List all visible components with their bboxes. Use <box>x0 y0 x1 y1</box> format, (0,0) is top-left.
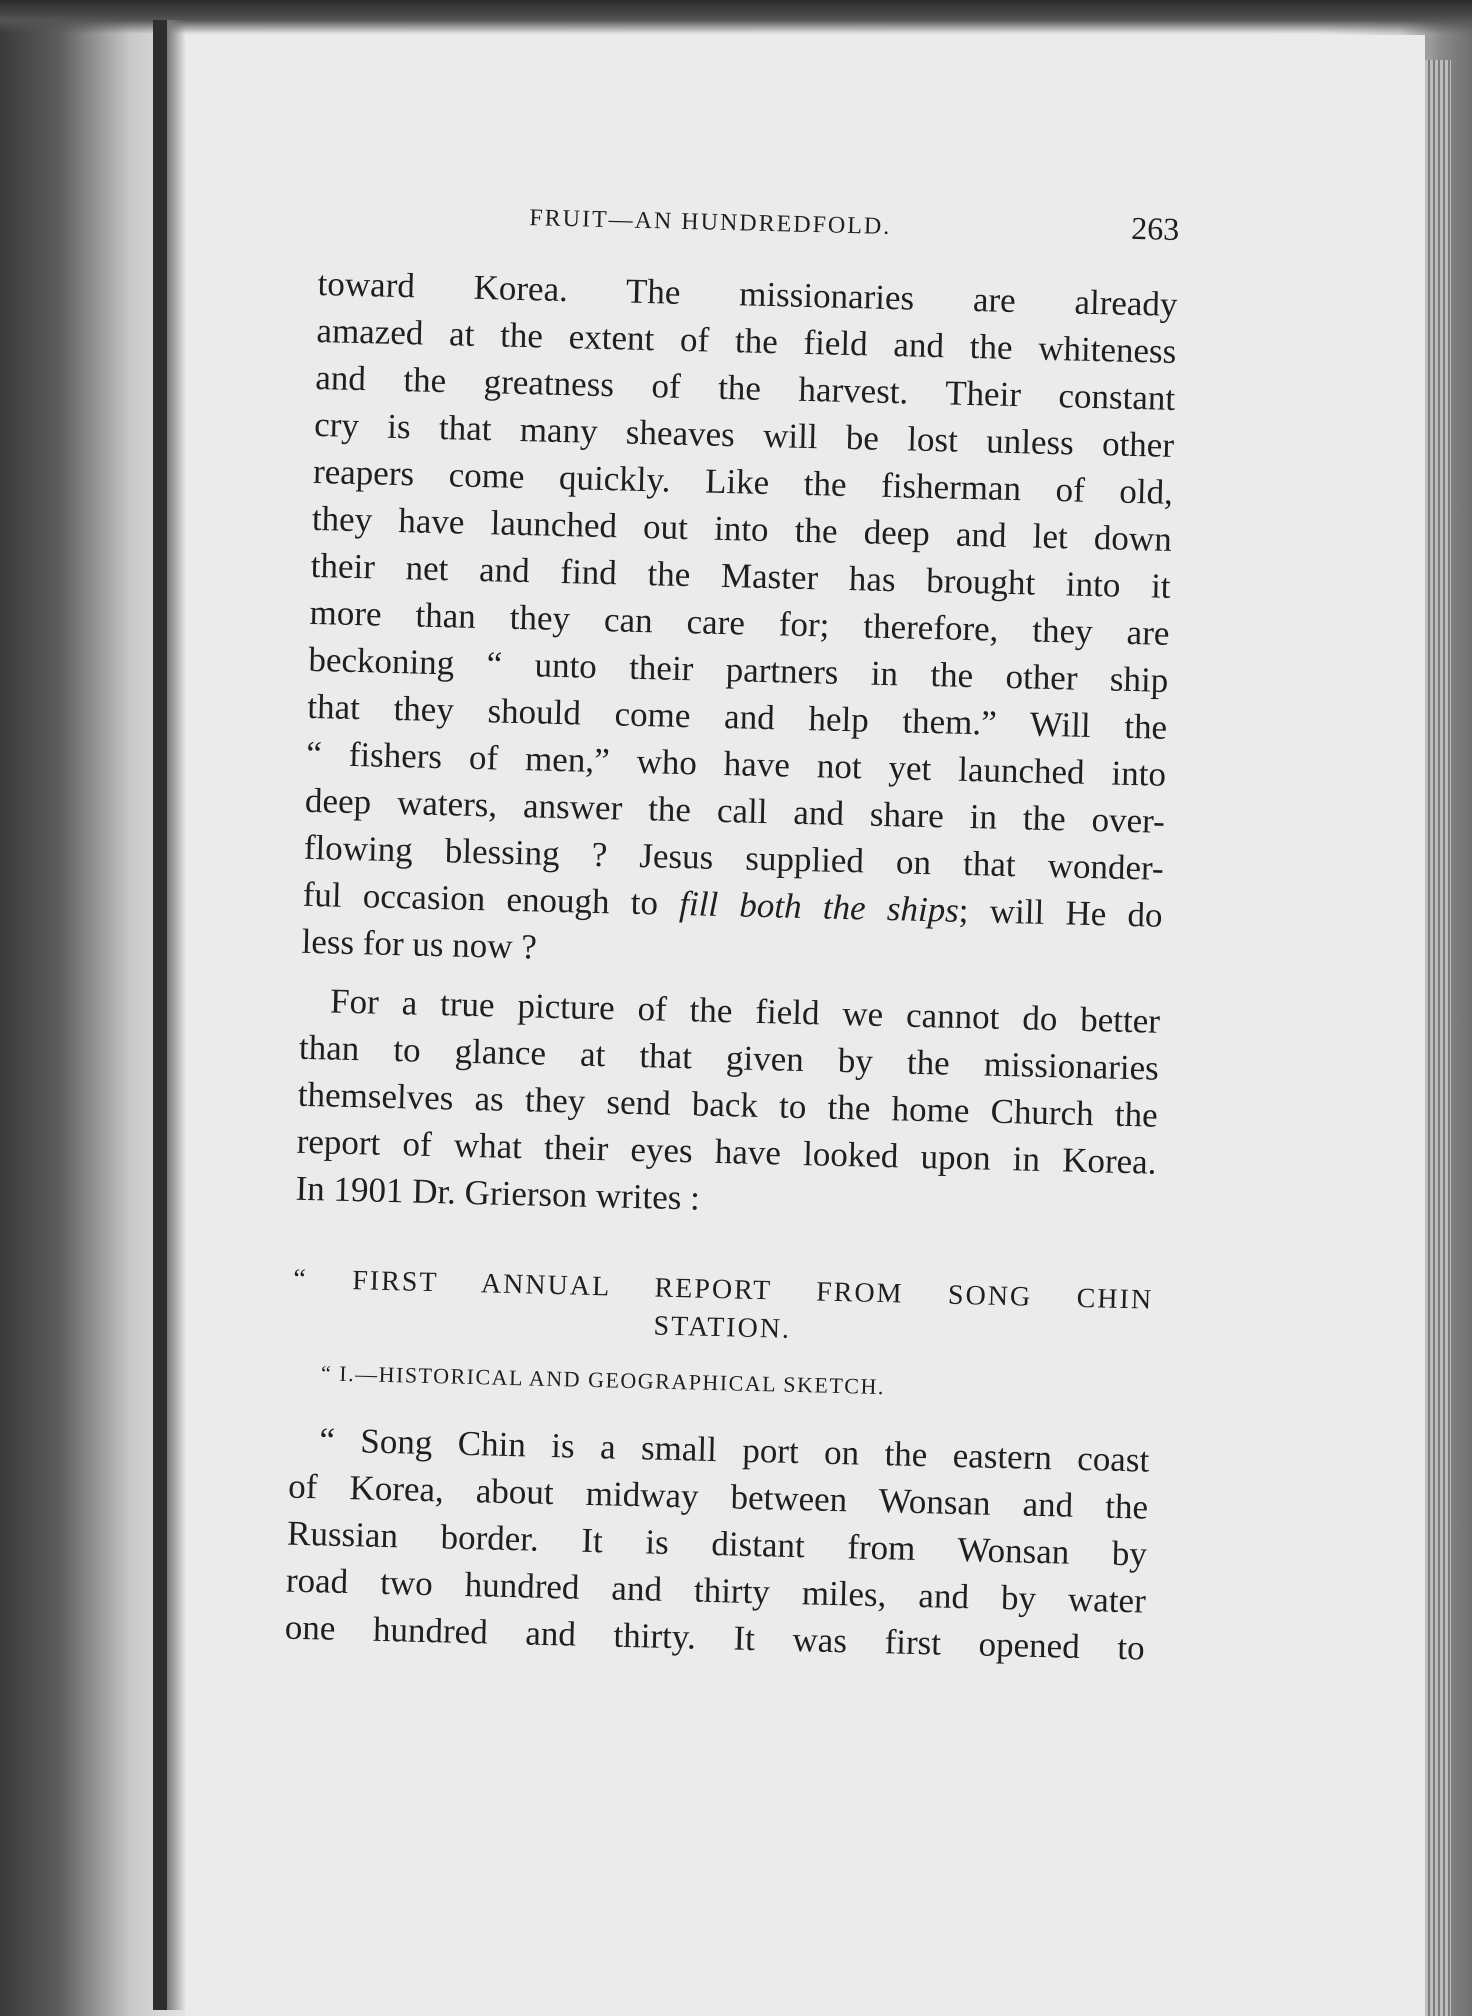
text-line: more than they can care for; therefore, they are <box>309 592 1170 653</box>
text-line: and the greatness of the harvest. Their constant <box>314 357 1176 418</box>
text-line: “ fishers of men,” who have not yet launched into <box>305 733 1167 794</box>
book-top-edge <box>0 0 1472 34</box>
section-heading: “ I.—HISTORICAL AND GEOGRAPHICAL SKETCH. <box>320 1360 886 1400</box>
paragraph-2 <box>295 977 1160 1233</box>
text-line: road two hundred and thirty miles, and by water <box>285 1560 1147 1621</box>
text-line: than to glance at that given by the missionaries <box>298 1027 1160 1088</box>
paragraph-3 <box>284 1416 1149 1672</box>
text-line: deep waters, answer the call and share in the over- <box>304 780 1166 841</box>
page-stack-edge <box>1425 60 1451 2016</box>
text-line: toward Korea. The missionaries are already <box>317 263 1178 324</box>
report-heading <box>292 1264 1153 1355</box>
report-heading-line-2: STATION. <box>653 1310 792 1345</box>
text-line: their net and find the Master has brought into it <box>310 545 1172 606</box>
text-line: beckoning “ unto their partners in the other ship <box>308 639 1169 700</box>
text-line: In 1901 Dr. Grierson writes : <box>295 1168 701 1218</box>
text-line: cry is that many sheaves will be lost unless other <box>313 404 1175 465</box>
text-line: that they should come and help them.” Will the <box>306 686 1168 747</box>
text-line: they have launched out into the deep and let down <box>311 498 1173 559</box>
gutter-shadow <box>167 20 185 2010</box>
page-number: 263 <box>1130 209 1180 248</box>
text-run: ful occasion enough to <box>302 874 680 923</box>
text-line: For a true picture of the field we cannot do better <box>329 981 1161 1041</box>
paragraph-1 <box>301 260 1178 986</box>
text-run: ; will He do <box>958 890 1164 935</box>
text-line: one hundred and thirty. It was first opened to <box>284 1607 1146 1668</box>
book-gutter <box>153 20 167 2010</box>
running-title: FRUIT—AN HUNDREDFOLD. <box>529 205 892 240</box>
text-line: “ Song Chin is a small port on the eastern coast <box>318 1420 1150 1480</box>
text-line: themselves as they send back to the home Church the <box>297 1074 1159 1135</box>
text-line: report of what their eyes have looked upon in Korea. <box>296 1121 1157 1182</box>
page-text <box>284 190 1179 1672</box>
text-line: reapers come quickly. Like the fisherman of old, <box>312 451 1174 512</box>
text-line: amazed at the extent of the field and the whiteness <box>316 310 1177 371</box>
text-line: Russian border. It is distant from Wonsan by <box>286 1513 1148 1574</box>
text-line: less for us now ? <box>301 921 538 967</box>
report-heading-line-1: “ FIRST ANNUAL REPORT FROM SONG CHIN <box>293 1263 1154 1316</box>
italic-phrase: fill both the ships <box>678 883 960 930</box>
text-line: flowing blessing ? Jesus supplied on that wonder- <box>303 827 1165 888</box>
text-line: of Korea, about midway between Wonsan and the <box>287 1466 1149 1527</box>
